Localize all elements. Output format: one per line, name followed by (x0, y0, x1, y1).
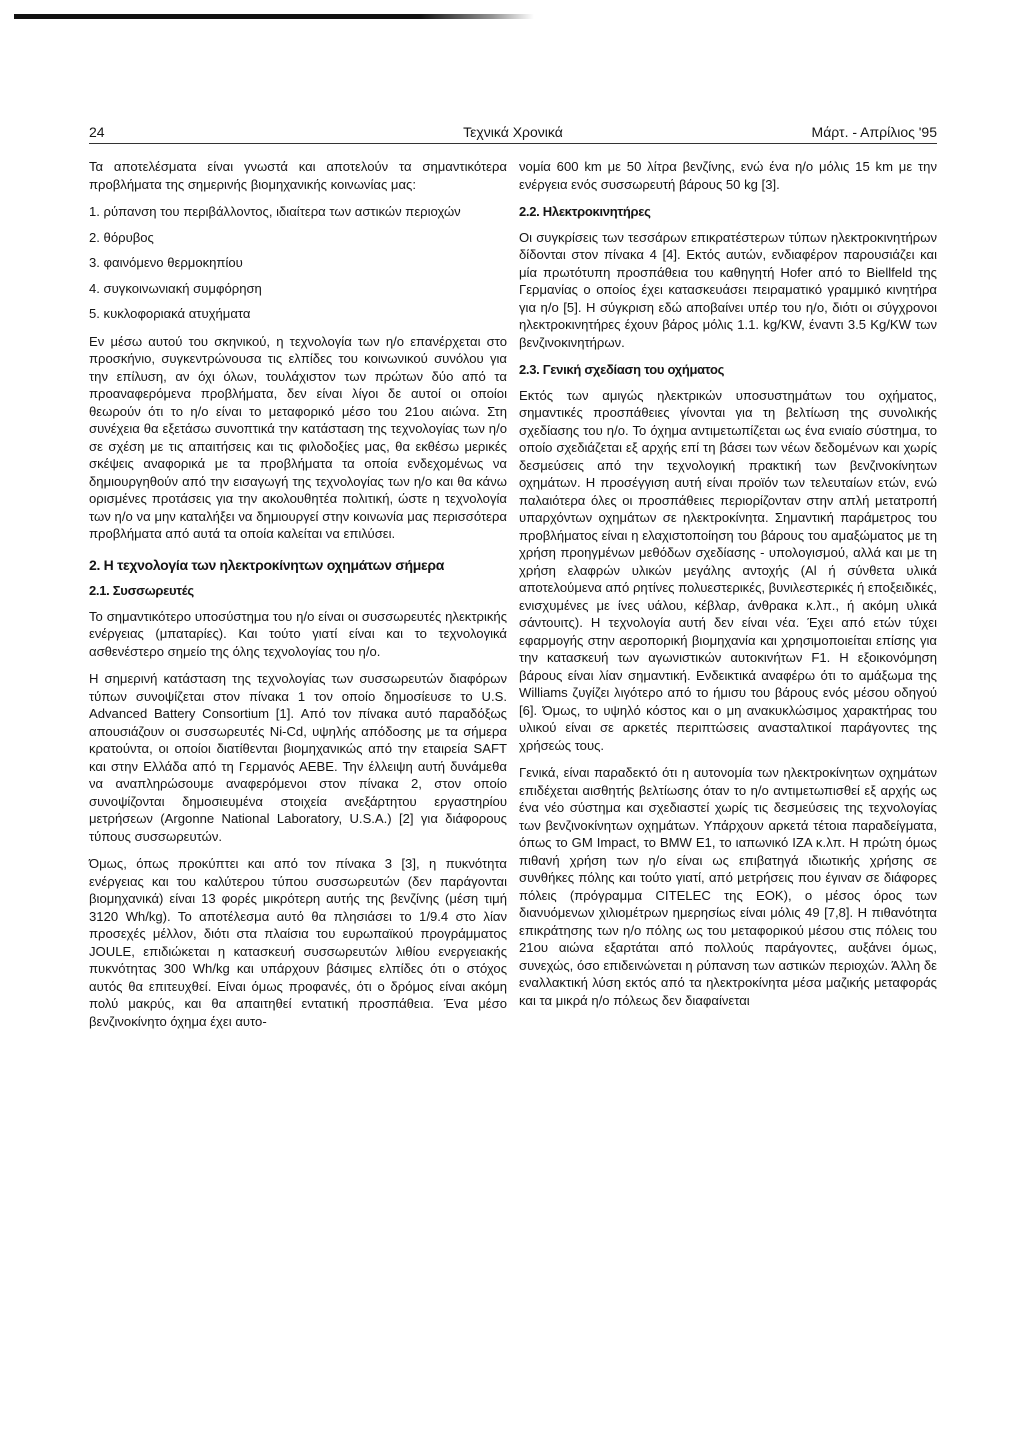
page-number: 24 (89, 124, 105, 140)
body-paragraph: Όμως, όπως προκύπτει και από τον πίνακα 3 [3], η πυκνότητα ενέργειας και του καλύτερου τύπου συσσωρευτών (δεν παράγονται βιομηχανικά) είναι 13 φορές μικρότερη αυτής της βενζίνης (μέση τιμή 3120 Wh/kg). Το αποτέλεσμα αυτό θα πλησιάσει το 1/9.4 στο λίαν προσεχές μέλλον, διότι στα πλαίσια του ευρωπαϊκού προγράμματος JOULE, επιδιώκεται η κατασκευή συσσωρευτών λιθίου ενεργειακής πυκνότητας 300 Wh/kg και υπάρχουν βάσιμες ελπίδες ότι ο στόχος αυτός θα επιτευχθεί. Είναι όμως προφανές, ότι ο δρόμος είναι ακόμη πολύ μακρύς, και θα απαιτηθεί εντατική προσπάθεια. Ένα μέσο βενζινοκίνητο όχημα έχει αυτο- (89, 856, 507, 1029)
body-paragraph: Η σημερινή κατάσταση της τεχνολογίας των συσσωρευτών διαφόρων τύπων συνοψίζεται στον πίνακα 1 τον οποίο δημοσίευσε το U.S. Advanced Battery Consortium [1]. Από τον πίνακα αυτό παραδόξως απουσιάζουν οι συσσωρευτές Ni-Cd, υψηλής απόδοσης με τα σήμερα κρατούντα, οι οποίοι διατίθενται βιομηχανικώς από την εταιρεία SAFT και στην Ελλάδα από τη Γερμανός ΑΕΒΕ. Την έλλειψη αυτή δυνάμεθα να αναπληρώσουμε αναφερόμενοι στον πίνακα 2, στον οποίο συνοψίζονται δημοσιευμένα στοιχεία ανεξάρτητου εργαστηρίου μετρήσεων (Argonne National Laboratory, U.S.A.) [2] για διάφορους τύπους συσσωρευτών. (89, 671, 507, 844)
problems-list (89, 203, 507, 323)
list-item: 4. συγκοινωνιακή συμφόρηση (89, 280, 262, 296)
intro-paragraph: Τα αποτελέσματα είναι γνωστά και αποτελούν τα σημαντικότερα προβλήματα της σημερινής βιομηχανικής κοινωνίας μας: (89, 159, 507, 192)
body-paragraph: Γενικά, είναι παραδεκτό ότι η αυτονομία των ηλεκτροκίνητων οχημάτων επιδέχεται αισθητής βελτίωσης όταν το η/ο αντιμετωπισθεί εξ αρχής ως ένα νέο σύστημα και σχεδιαστεί χωρίς τις δεσμεύσεις της τεχνολογίας των βενζινοκίνητων οχημάτων. Υπάρχουν αρκετά τέτοια παραδείγματα, όπως το GM Impact, το BMW E1, το ιαπωνικό IZA κ.λπ. Η πρώτη όμως πιθανή χρήση των η/ο είναι ως επιβατηγά ιδιωτικής χρήσης σε συνθήκες πόλης και τούτο γιατί, από μετρήσεις που έγιναν σε διάφορες πόλεις (πρόγραμμα CITELEC της ΕΟΚ), ο μέσος όρος των διανυόμενων χιλιομέτρων ημερησίως είναι μόλις 49 [7,8]. Η πιθανότητα επικράτησης των η/ο πόλης ως του μεταφορικού μέσου στις πόλεις του 21ου αιώνα εξαρτάται από πολλούς παράγοντες, αυξάνει όμως, συνεχώς, όσο επιδεινώνεται η ρύπανση των αστικών περιοχών. Άλλη δε εναλλακτική λύση εκτός από τα ηλεκτροκίνητα μέσα μαζικής μεταφοράς και τα μικρά η/ο πόλεως δεν διαφαίνεται (519, 765, 937, 1008)
list-item: 2. θόρυβος (89, 229, 154, 245)
body-paragraph: νομία 600 km με 50 λίτρα βενζίνης, ενώ ένα η/ο μόλις 15 km με την ενέργεια ενός συσσωρευτή βάρους 50 kg [3]. (519, 159, 937, 192)
page-header (89, 122, 937, 142)
body-paragraph: Εκτός των αμιγώς ηλεκτρικών υποσυστημάτων του οχήματος, σημαντικές προσπάθειες γίνονται για τη βελτίωση της συνολικής σχεδίασης του η/ο. Το όχημα αντιμετωπίζεται ως ένα ενιαίο σύστημα, το οποίο σχεδιάζεται εξ αρχής επί τη βάσει των νέων δεδομένων και χωρίς δεσμεύσεις από την τεχνολογική πρακτική των βενζινοκίνητων οχημάτων. Η προσέγγιση αυτή είναι προϊόν των τελευταίων ετών, ενώ παλαιότερα όλες οι προσπάθειες περιορίζονταν στην απλή μετατροπή υπαρχόντων οχημάτων σε ηλεκτροκίνητα. Σημαντική παράμετρος του προβλήματος είναι η ελαχιστοποίηση του βάρους του αμαξώματος με τη χρήση προηγμένων μεθόδων σχεδίασης - υπολογισμού, αλλά και με τη χρήση ελαφρών υλικών μεγάλης αντοχής (Al ή σύνθετα υλικά αποτελούμενα από ρητίνες πολυεστερικές, βυνιλεστερικές ή εποξειδικές, ενισχυμένες με ίνες υάλου, κέβλαρ, άνθρακα κ.λπ., ή ακόμη υλικά σάντουιτς). Η τεχνολογία αυτή δεν είναι νέα. Έχει από ετών τύχει εφαρμογής στην αεροπορική βιομηχανία και χρησιμοποιείται επίσης για την κατασκευή των αγωνιστικών αυτοκινήτων F1. Η εξοικονόμηση βάρους είναι λίαν σημαντική. Ενδεικτικά αναφέρω ότι το αμάξωμα της Williams ζυγίζει λιγότερο από το ήμισυ του βάρους ενός μέσου οδηγού [6]. Όμως, το υψηλό κόστος και ο μη ανακυκλώσιμος χαρακτήρας του υλικού είναι σε αρκετές περιπτώσεις ανασταλτικοί παράγοντες της χρήσεώς τους. (519, 387, 937, 753)
list-item: 1. ρύπανση του περιβάλλοντος, ιδιαίτερα των αστικών περιοχών (89, 204, 461, 219)
body-paragraph: Εν μέσω αυτού του σκηνικού, η τεχνολογία των η/ο επανέρχεται στο προσκήνιο, συγκεντρώνουσα τις ελπίδες του κοινωνικού συνόλου για την επίλυση, αν όχι όλων, τουλάχιστον των πρώτων δύο από τα προαναφερόμενα προβλήματα, δεν είναι λίγοι δε αυτοί οι οποίοι θεωρούν ότι το η/ο είναι το μεταφορικό μέσο του 21ου αιώνα. Στη συνέχεια θα εξετάσω συνοπτικά την κατάσταση της τεχνολογίας των η/ο σε σχέση με τις απαιτήσεις και τις φιλοδοξίες μας, θα εκθέσω μερικές σκέψεις αναφορικά με τα προβλήματα τα οποία ενδεχομένως να δημιουργηθούν από την εισαγωγή της τεχνολογίας των η/ο και θα κάνω ορισμένες προτάσεις για την ακολουθητέα πολιτική, ώστε η τεχνολογία των η/ο να μην καταλήξει να δημιουργεί στην κοινωνία μας περισσότερα προβλήματα από αυτά τα οποία καλείται να επιλύσει. (89, 333, 507, 541)
section-heading-2-1: 2.1. Συσσωρευτές (89, 583, 194, 598)
right-column (519, 158, 937, 1019)
section-heading-2-3: 2.3. Γενική σχεδίαση του οχήματος (519, 362, 725, 377)
journal-title: Τεχνικά Χρονικά (463, 124, 563, 140)
section-heading-2-2: 2.2. Ηλεκτροκινητήρες (519, 204, 651, 219)
section-heading-2: 2. Η τεχνολογία των ηλεκτροκίνητων οχημάτων σήμερα (89, 556, 444, 573)
top-decorative-rule (14, 14, 534, 19)
header-rule (89, 143, 937, 144)
body-paragraph: Οι συγκρίσεις των τεσσάρων επικρατέστερων τύπων ηλεκτροκινητήρων δίδονται στον πίνακα 4 [4]. Εκτός αυτών, ενδιαφέρον παρουσιάζει και μία πρωτότυπη προσπάθεια του καθηγητή Hofer από το Biellfeld της Γερμανίας ο οποίος έχει κατασκευάσει πειραματικό γραμμικό κινητήρα για η/ο [5]. Η σύγκριση εδώ αποβαίνει υπέρ του η/ο, διότι οι σύγχρονοι ηλεκτροκινητήρες έχουν βάρος μόλις 1.1. kg/KW, έναντι 3.5 Kg/KW των βενζινοκινητήρων. (519, 229, 937, 350)
list-item: 5. κυκλοφοριακά ατυχήματα (89, 306, 251, 321)
left-column (89, 158, 507, 1040)
body-paragraph: Το σημαντικότερο υποσύστημα του η/ο είναι οι συσσωρευτές ηλεκτρικής ενέργειας (μπαταρίες). Και τούτο γιατί είναι και το τεχνολογικά ασθενέστερο σημείο της όλης τεχνολογίας του η/ο. (89, 608, 507, 659)
issue-date: Μάρτ. - Απρίλιος '95 (811, 124, 937, 140)
list-item: 3. φαινόμενο θερμοκηπίου (89, 255, 243, 270)
